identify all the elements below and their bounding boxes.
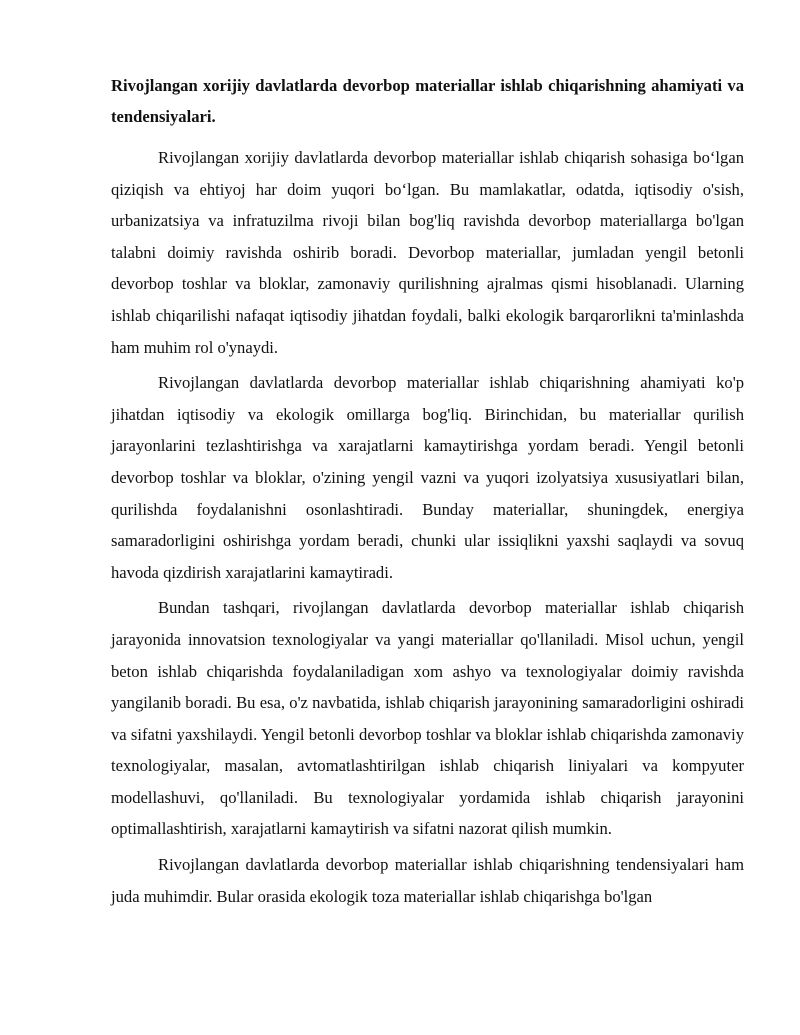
- paragraph-2: Rivojlangan davlatlarda devorbop materiallar ishlab chiqarishning ahamiyati ko'p jihatdan iqtisodiy va ekologik omillarga bog'liq. Birinchidan, bu materiallar qurilish jarayonlarini tezlashtirishga va xarajatlarni kamaytirishga yordam beradi. Yengil betonli devorbop toshlar va bloklar, o'zining yengil vazni va yuqori izolyatsiya xususiyatlari bilan, qurilishda foydalanishni osonlashtiradi. Bunday materiallar, shuningdek, energiya samaradorligini oshirishga yordam beradi, chunki ular issiqlikni yaxshi saqlaydi va sovuq havoda qizdirish xarajatlarini kamaytiradi.: [111, 373, 744, 582]
- paragraph-3: Bundan tashqari, rivojlangan davlatlarda devorbop materiallar ishlab chiqarish jarayonida innovatsion texnologiyalar va yangi materiallar qo'llaniladi. Misol uchun, yengil beton ishlab chiqarishda foydalaniladigan xom ashyo va texnologiyalar doimiy ravishda yangilanib boradi. Bu esa, o'z navbatida, ishlab chiqarish jarayonining samaradorligini oshiradi va sifatni yaxshilaydi. Yengil betonli devorbop toshlar va bloklar ishlab chiqarishda zamonaviy texnologiyalar, masalan, avtomatlashtirilgan ishlab chiqarish liniyalari va kompyuter modellashuvi, qo'llaniladi. Bu texnologiyalar yordamida ishlab chiqarish jarayonini optimallashtirish, xarajatlarni kamaytirish va sifatni nazorat qilish mumkin.: [111, 598, 744, 839]
- document-page: [111, 70, 744, 916]
- paragraph-4: Rivojlangan davlatlarda devorbop materiallar ishlab chiqarishning tendensiyalari ham juda muhimdir. Bular orasida ekologik toza materiallar ishlab chiqarishga bo'lgan: [111, 855, 744, 906]
- document-title: Rivojlangan xorijiy davlatlarda devorbop materiallar ishlab chiqarishning ahamiyati va tendensiyalari.: [111, 76, 744, 126]
- paragraph-1: Rivojlangan xorijiy davlatlarda devorbop materiallar ishlab chiqarish sohasiga bo‘lgan qiziqish va ehtiyoj har doim yuqori bo‘lgan. Bu mamlakatlar, odatda, iqtisodiy o'sish, urbanizatsiya va infratuzilma rivoji bilan bog'liq ravishda devorbop materiallarga bo'lgan talabni doimiy ravishda oshirib boradi. Devorbop materiallar, jumladan yengil betonli devorbop toshlar va bloklar, zamonaviy qurilishning ajralmas qismi hisoblanadi. Ularning ishlab chiqarilishi nafaqat iqtisodiy jihatdan foydali, balki ekologik barqarorlikni ta'minlashda ham muhim rol o'ynaydi.: [111, 148, 744, 357]
